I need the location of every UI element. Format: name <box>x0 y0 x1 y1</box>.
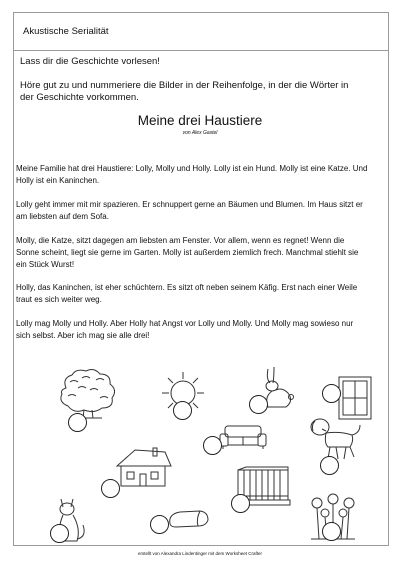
story-author: von Alex Gastel <box>182 130 218 136</box>
instruction-listen: Lass dir die Geschichte vorlesen! <box>20 56 160 67</box>
answer-circle[interactable] <box>249 395 268 414</box>
footer-credit: erstellt von Alexandra Lindentinger mit dem Worksheet Crafter <box>138 551 262 556</box>
sausage-icon <box>166 508 210 530</box>
tree-icon <box>56 368 120 420</box>
answer-circle[interactable] <box>322 522 341 541</box>
answer-circle[interactable] <box>101 479 120 498</box>
header-bar <box>14 13 388 51</box>
story-paragraph: Lolly geht immer mit mir spazieren. Er schnuppert gerne an Bäumen und Blumen. Im Haus sitzt er am liebsten auf dem Sofa. <box>16 200 363 222</box>
answer-circle[interactable] <box>173 401 192 420</box>
answer-circle[interactable] <box>150 515 169 534</box>
story-paragraph: Molly, die Katze, sitzt dagegen am liebsten am Fenster. Vor allem, wenn es regnet! Wenn die Sonne scheint, liegt sie gerne im Garten. Molly ist außerdem ziemlich frech. Manchmal stiehlt sie ein Stück Wurst! <box>16 236 359 270</box>
answer-circle[interactable] <box>50 524 69 543</box>
answer-circle[interactable] <box>320 456 339 475</box>
story-paragraph: Holly, das Kaninchen, ist eher schüchtern. Es sitzt oft neben seinem Käfig. Erst nach einer Weile traut es sich weiter weg. <box>16 283 358 305</box>
answer-circle[interactable] <box>322 384 341 403</box>
house-icon <box>113 446 173 488</box>
answer-circle[interactable] <box>68 413 87 432</box>
sofa-icon <box>219 424 267 450</box>
instruction-number-pictures: Höre gut zu und nummeriere die Bilder in der Reihenfolge, in der die Wörter in der Geschichte vorkommen. <box>20 80 349 103</box>
answer-circle[interactable] <box>231 494 250 513</box>
story-title: Meine drei Haustiere <box>137 113 263 128</box>
story-paragraph: Lolly mag Molly und Holly. Aber Holly hat Angst vor Lolly und Molly. Und Molly mag sowieso nur sich selbst. Aber ich mag sie alle drei! <box>16 319 354 341</box>
answer-circle[interactable] <box>203 436 222 455</box>
window-icon <box>338 376 372 420</box>
worksheet-title: Akustische Serialität <box>23 26 109 37</box>
story-paragraph: Meine Familie hat drei Haustiere: Lolly, Molly und Holly. Lolly ist ein Hund. Molly ist eine Katze. Und Holly ist ein Kaninchen. <box>16 164 368 186</box>
